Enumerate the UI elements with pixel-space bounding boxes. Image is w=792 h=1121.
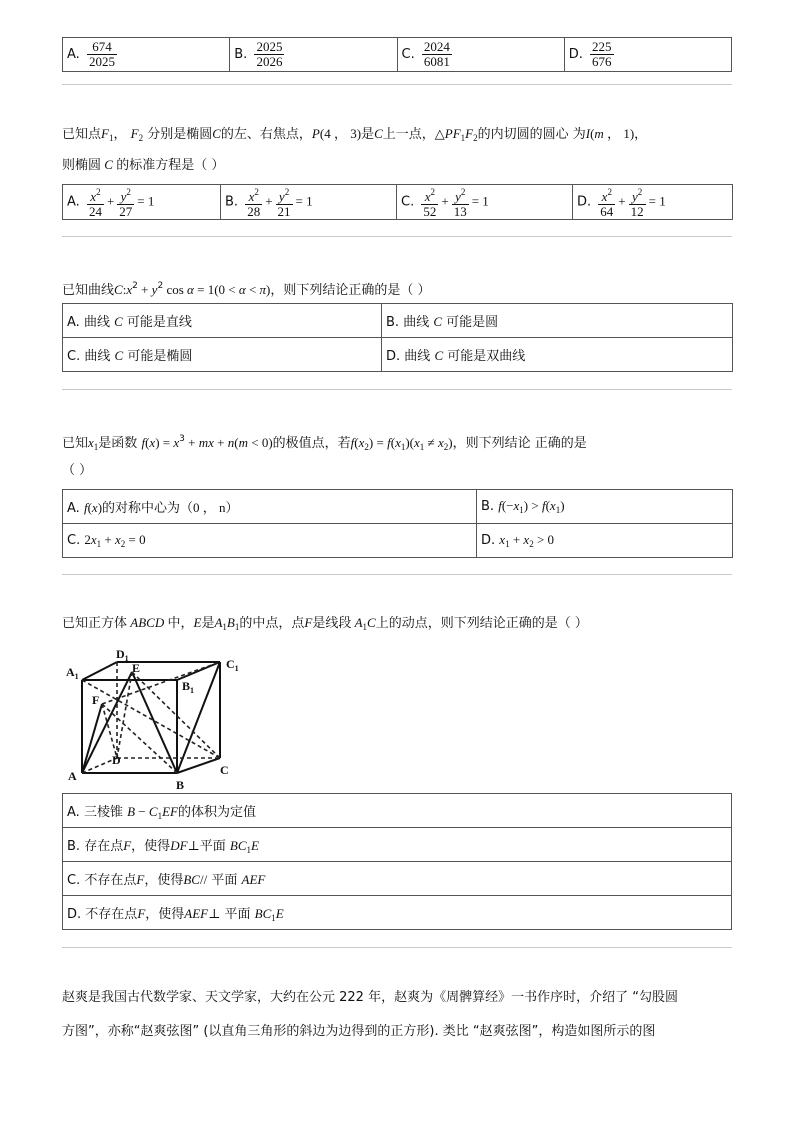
question-function-stem: 已知$x_1$是函数 $f(x) = x^3$ + mx + n(m < 0)的极值点，若$f(x_2) = f(x_1)(x_1 \ne x_2)$，则下列结论 正确的是: [62, 434, 587, 452]
label-B: B: [176, 778, 185, 792]
option-b[interactable]: [230, 38, 397, 72]
divider: [62, 574, 732, 575]
cube-figure: [62, 646, 252, 792]
question-curve-stem: 已知曲线$C:x^2 + y^2$ cos α = 1(0 < α < π)，则下列结论正确的是（ ）: [62, 281, 431, 298]
label-F: F: [92, 693, 100, 707]
option-d[interactable]: D. 曲线 C 可能是双曲线: [382, 338, 733, 372]
question-function-stem-line2: （ ）: [62, 463, 93, 478]
question-cube-stem: 已知正方体 ABCD 中，E是$A_1B_1$的中点，点F是线段 $A_1C$上的动点，则下列结论正确的是（ ）: [62, 615, 588, 632]
option-d[interactable]: D. $x_1 + x_2 > 0$: [477, 524, 733, 558]
label-C: C: [220, 763, 229, 777]
label-D1: $D_1$: [116, 647, 129, 663]
function-options: [62, 489, 733, 558]
prev-question-options: [62, 37, 732, 72]
option-label: C.: [401, 47, 415, 62]
option-a[interactable]: [63, 38, 230, 72]
ellipse-options: [62, 184, 733, 220]
option-c[interactable]: C. 曲线 C 可能是椭圆: [63, 338, 382, 372]
question-zhao-line1: 赵爽是我国古代数学家、天文学家，大约在公元 222 年，赵爽为《周髀算经》一书作序时，介绍了 “勾股圆: [62, 990, 678, 1005]
option-label: B.: [234, 47, 248, 62]
option-c[interactable]: [397, 38, 564, 72]
option-d[interactable]: [564, 38, 731, 72]
option-b[interactable]: B. 曲线 C 可能是圆: [382, 304, 733, 338]
option-label: D.: [568, 47, 583, 62]
question-ellipse-stem-line2: 则椭圆 C 的标准方程是（ ）: [62, 157, 225, 173]
option-b[interactable]: B. 存在点F，使得DF⊥平面 $BC_1E$: [63, 828, 732, 862]
fraction: $\frac{2025}{2026}$: [256, 39, 283, 69]
label-B1: $B_1$: [182, 679, 195, 695]
divider: [62, 84, 732, 85]
option-d[interactable]: D. $\frac{x^2}{64}$ + $\frac{y^2}{12}$ = 1: [573, 185, 733, 220]
divider: [62, 236, 732, 237]
fraction: $\frac{2024}{6081}$: [423, 39, 450, 69]
question-zhao-line2: 方图”，亦称“赵爽弦图” (以直角三角形的斜边为边得到的正方形). 类比 “赵爽弦图”，构造如图所示的图: [62, 1024, 656, 1039]
label-C1: $C_1$: [226, 657, 239, 673]
fraction: $\frac{674}{2025}$: [88, 39, 115, 69]
curve-options: [62, 303, 733, 372]
cube-options: [62, 793, 732, 930]
option-c[interactable]: C. $\frac{x^2}{52}$ + $\frac{y^2}{13}$ = 1: [397, 185, 573, 220]
option-b[interactable]: B. $f(-x_1) > f(x_1)$: [477, 490, 733, 524]
divider: [62, 947, 732, 948]
option-a[interactable]: A. $\frac{x^2}{24}$ + $\frac{y^2}{27}$ = 1: [63, 185, 221, 220]
option-label: A.: [67, 47, 80, 62]
option-c[interactable]: C. 不存在点F，使得BC// 平面 AEF: [63, 862, 732, 896]
option-d[interactable]: D. 不存在点F，使得AEF⊥ 平面 $BC_1E$: [63, 896, 732, 930]
label-A1: $A_1$: [66, 665, 79, 681]
label-D: D: [112, 753, 121, 767]
option-a[interactable]: A. 曲线 C 可能是直线: [63, 304, 382, 338]
option-a[interactable]: A. f(x)的对称中心为（0 ， n）: [63, 490, 477, 524]
question-ellipse-stem: 已知点$F_1$， $F_2$ 分别是椭圆C的左、右焦点，P(4 ， 3)是C上一点，$\triangle PF_1F_2$的内切圆的圆心 为I(m ， 1)，: [62, 126, 648, 143]
label-E: E: [132, 661, 141, 675]
fraction: $\frac{225}{676}$: [592, 39, 612, 69]
option-b[interactable]: B. $\frac{x^2}{28}$ + $\frac{y^2}{21}$ = 1: [221, 185, 397, 220]
divider: [62, 389, 732, 390]
label-A: A: [68, 769, 77, 783]
option-c[interactable]: C. $2x_1 + x_2 = 0$: [63, 524, 477, 558]
option-a[interactable]: A. 三棱锥 $B - C_1EF$的体积为定值: [63, 794, 732, 828]
